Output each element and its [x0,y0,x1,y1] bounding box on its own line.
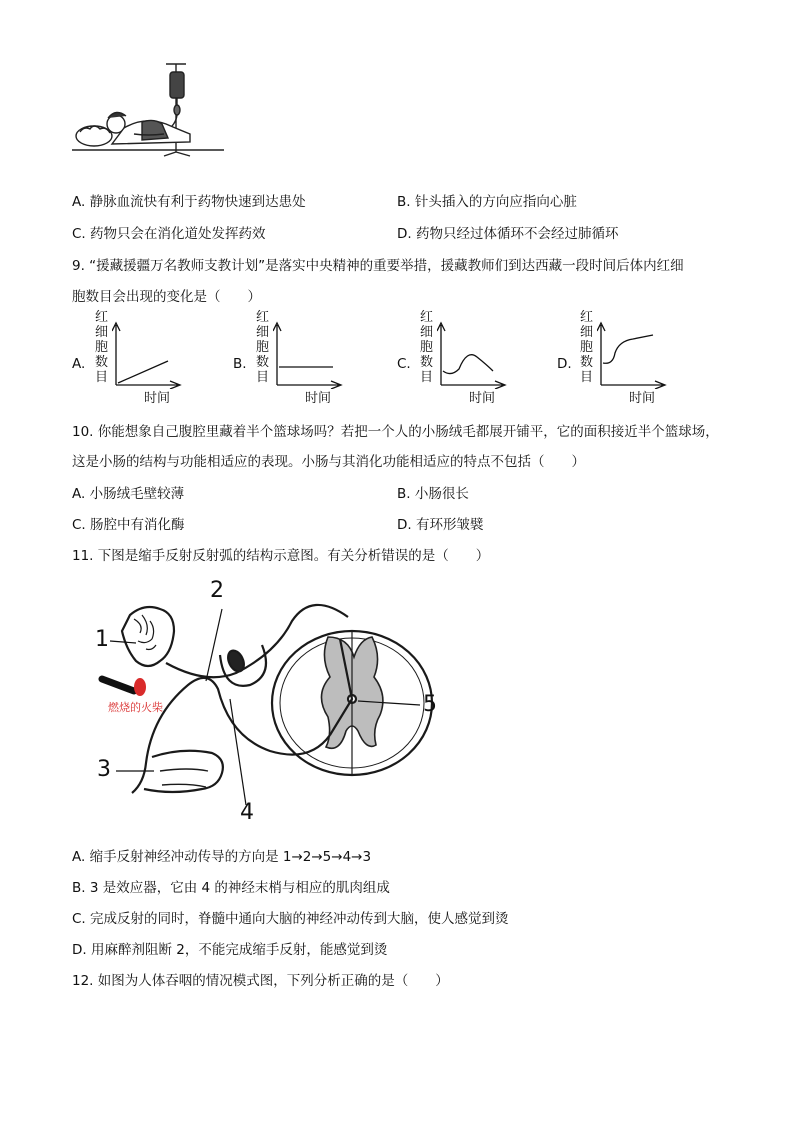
q9-chart-ylabel-char: 红 [580,310,594,325]
q9-chart-ylabel-char: 目 [580,370,594,385]
diagram-label-3: 3 [97,757,111,782]
q10-stem-line1: 10. 你能想象自己腹腔里藏着半个篮球场吗？若把一个人的小肠绒毛都展开铺平，它的面积接近半个篮球场， [72,424,719,440]
iv-drip-illustration [72,62,232,160]
q9-chart-ylabel-char: 数 [95,355,109,370]
q9-chart-ylabel-char: 目 [420,370,434,385]
q9-chart-xlabel: 时间 [305,391,332,406]
diagram-label-2: 2 [210,578,224,603]
q9-chart-ylabel-char: 红 [95,310,109,325]
q9-chart-ylabel-char: 红 [256,310,270,325]
q9-chart-ylabel-char: 细 [420,325,434,340]
q9-stem-line2: 胞数目会出现的变化是（ ） [72,289,261,305]
q9-chart-xlabel: 时间 [629,391,656,406]
q9-chart-option-label: D. [557,356,572,372]
q9-chart-ylabel-char: 细 [95,325,109,340]
match-label: 燃烧的火柴 [108,701,163,714]
q10-option-a: A. 小肠绒毛壁较薄 [72,486,185,502]
q10-option-c: C. 肠腔中有消化酶 [72,517,185,533]
q9-chart-axes [597,323,665,389]
q9-chart-ylabel-char: 胞 [256,340,270,355]
q12-stem: 12. 如图为人体吞咽的情况模式图，下列分析正确的是（ ） [72,973,449,989]
q8-option-b: B. 针头插入的方向应指向心脏 [397,194,577,210]
q9-chart-trend-line [443,355,493,374]
q9-chart-xlabel: 时间 [144,391,171,406]
q10-option-b: B. 小肠很长 [397,486,469,502]
q9-chart-ylabel-char: 胞 [580,340,594,355]
q9-mini-chart [597,321,669,389]
q9-chart-ylabel-char: 数 [420,355,434,370]
q8-option-c: C. 药物只会在消化道处发挥药效 [72,226,266,242]
q9-mini-chart [273,321,345,389]
q9-chart-ylabel-char: 细 [256,325,270,340]
q9-chart-ylabel-char: 细 [580,325,594,340]
q11-option-d: D. 用麻醉剂阻断 2，不能完成缩手反射，能感觉到烫 [72,942,388,958]
q9-chart-trend-line [603,335,653,363]
q9-chart-option-label: B. [233,356,247,372]
q8-option-a: A. 静脉血流快有利于药物快速到达患处 [72,194,306,210]
q9-stem-line1: 9. “援藏援疆万名教师支教计划”是落实中央精神的重要举措，援藏教师们到达西藏一段时间后体内红细 [72,258,684,274]
diagram-label-5: 5 [423,692,437,717]
q9-chart-ylabel-char: 胞 [420,340,434,355]
q9-chart-option-label: C. [397,356,411,372]
q9-chart-ylabel-char: 数 [256,355,270,370]
burning-match-icon [102,678,146,696]
q9-chart-ylabel-char: 红 [420,310,434,325]
diagram-label-4: 4 [240,800,254,825]
q9-mini-chart [437,321,509,389]
q9-chart-ylabel-char: 目 [95,370,109,385]
q9-chart-axes [437,323,505,389]
q9-chart-axes [273,323,341,389]
q10-stem-line2: 这是小肠的结构与功能相适应的表现。小肠与其消化功能相适应的特点不包括（ ） [72,454,585,470]
q11-option-b: B. 3 是效应器，它由 4 的神经末梢与相应的肌肉组成 [72,880,390,896]
q9-chart-xlabel: 时间 [469,391,496,406]
q9-chart-ylabel-char: 胞 [95,340,109,355]
q11-stem: 11. 下图是缩手反射反射弧的结构示意图。有关分析错误的是（ ） [72,548,490,564]
q9-chart-axes [112,323,180,389]
q10-option-d: D. 有环形皱襞 [397,517,484,533]
q9-chart-ylabel-char: 目 [256,370,270,385]
q9-chart-trend-line [118,361,168,383]
q8-option-d: D. 药物只经过体循环不会经过肺循环 [397,226,619,242]
q11-option-c: C. 完成反射的同时，脊髓中通向大脑的神经冲动传到大脑，使人感觉到烫 [72,911,509,927]
q9-mini-chart [112,321,184,389]
q11-option-a: A. 缩手反射神经冲动传导的方向是 1→2→5→4→3 [72,849,372,865]
q9-chart-ylabel-char: 数 [580,355,594,370]
q9-chart-option-label: A. [72,356,86,372]
diagram-label-1: 1 [95,627,109,652]
